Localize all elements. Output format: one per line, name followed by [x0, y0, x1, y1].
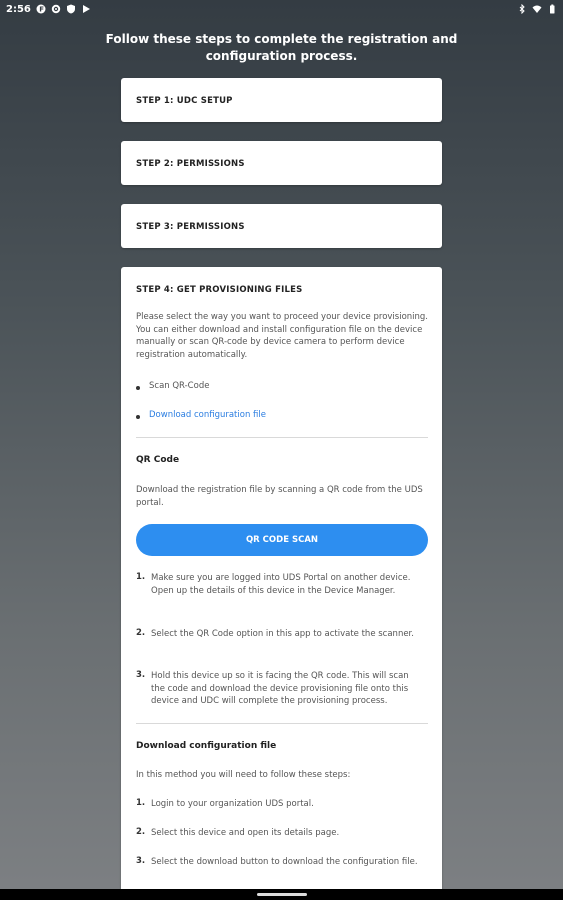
qr-step-3-text: Hold this device up so it is facing the QR code. This will scan the code and download the device provisioning file onto this device and UDC will complete the provisioning process. [151, 671, 409, 706]
navigation-bar [0, 889, 563, 900]
step-1-card[interactable] [121, 78, 442, 122]
home-gesture-handle[interactable] [257, 893, 307, 896]
divider [136, 437, 428, 438]
wifi-icon [532, 4, 542, 14]
battery-icon [547, 4, 557, 14]
step-2-card[interactable] [121, 141, 442, 185]
status-bar [0, 0, 563, 18]
shield-icon [66, 4, 76, 14]
bullet-icon [136, 415, 140, 419]
clock: 2:56 [6, 3, 31, 15]
qr-step-2-number: 2. [136, 628, 146, 638]
f-app-icon [36, 4, 46, 14]
qr-step-3-number: 3. [136, 670, 146, 680]
svg-text:F: F [39, 5, 44, 14]
step-3-title: STEP 3: PERMISSIONS [136, 222, 245, 232]
download-step-2-number: 2. [136, 827, 146, 837]
download-step-1-text: Login to your organization UDS portal. [151, 799, 314, 809]
download-step-3-text: Select the download button to download the configuration file. [151, 857, 418, 867]
option-download-config-link[interactable]: Download configuration file [149, 410, 266, 420]
download-step-1-number: 1. [136, 798, 146, 808]
divider [136, 723, 428, 724]
download-section-description: In this method you will need to follow these steps: [136, 770, 351, 780]
qr-section-title: QR Code [136, 455, 180, 465]
step-4-card [121, 267, 442, 900]
play-store-icon [81, 4, 91, 14]
qr-step-1-number: 1. [136, 572, 146, 582]
settings-icon [51, 4, 61, 14]
step-4-description: Please select the way you want to proceed your device provisioning. You can either download and install configuration file on the device manually or scan QR-code by device camera to perform device registration automatically. [136, 312, 429, 360]
intro-text: Follow these steps to complete the registration and configuration process. [105, 32, 458, 63]
qr-step-1-text: Make sure you are logged into UDS Portal on another device. Open up the details of this device in the Device Manager. [151, 573, 411, 596]
option-scan-qr[interactable]: Scan QR-Code [149, 381, 210, 391]
download-step-2-text: Select this device and open its details page. [151, 828, 340, 838]
qr-section-description: Download the registration file by scanning a QR code from the UDS portal. [136, 485, 423, 508]
download-section-title: Download configuration file [136, 741, 277, 751]
download-step-3-number: 3. [136, 856, 146, 866]
step-1-title: STEP 1: UDC SETUP [136, 96, 233, 106]
step-2-title: STEP 2: PERMISSIONS [136, 159, 245, 169]
qr-step-2-text: Select the QR Code option in this app to activate the scanner. [151, 629, 414, 639]
qr-code-scan-button[interactable]: QR CODE SCAN [136, 524, 428, 556]
step-4-title: STEP 4: GET PROVISIONING FILES [136, 285, 303, 295]
step-3-card[interactable] [121, 204, 442, 248]
bullet-icon [136, 386, 140, 390]
bluetooth-icon [517, 4, 527, 14]
